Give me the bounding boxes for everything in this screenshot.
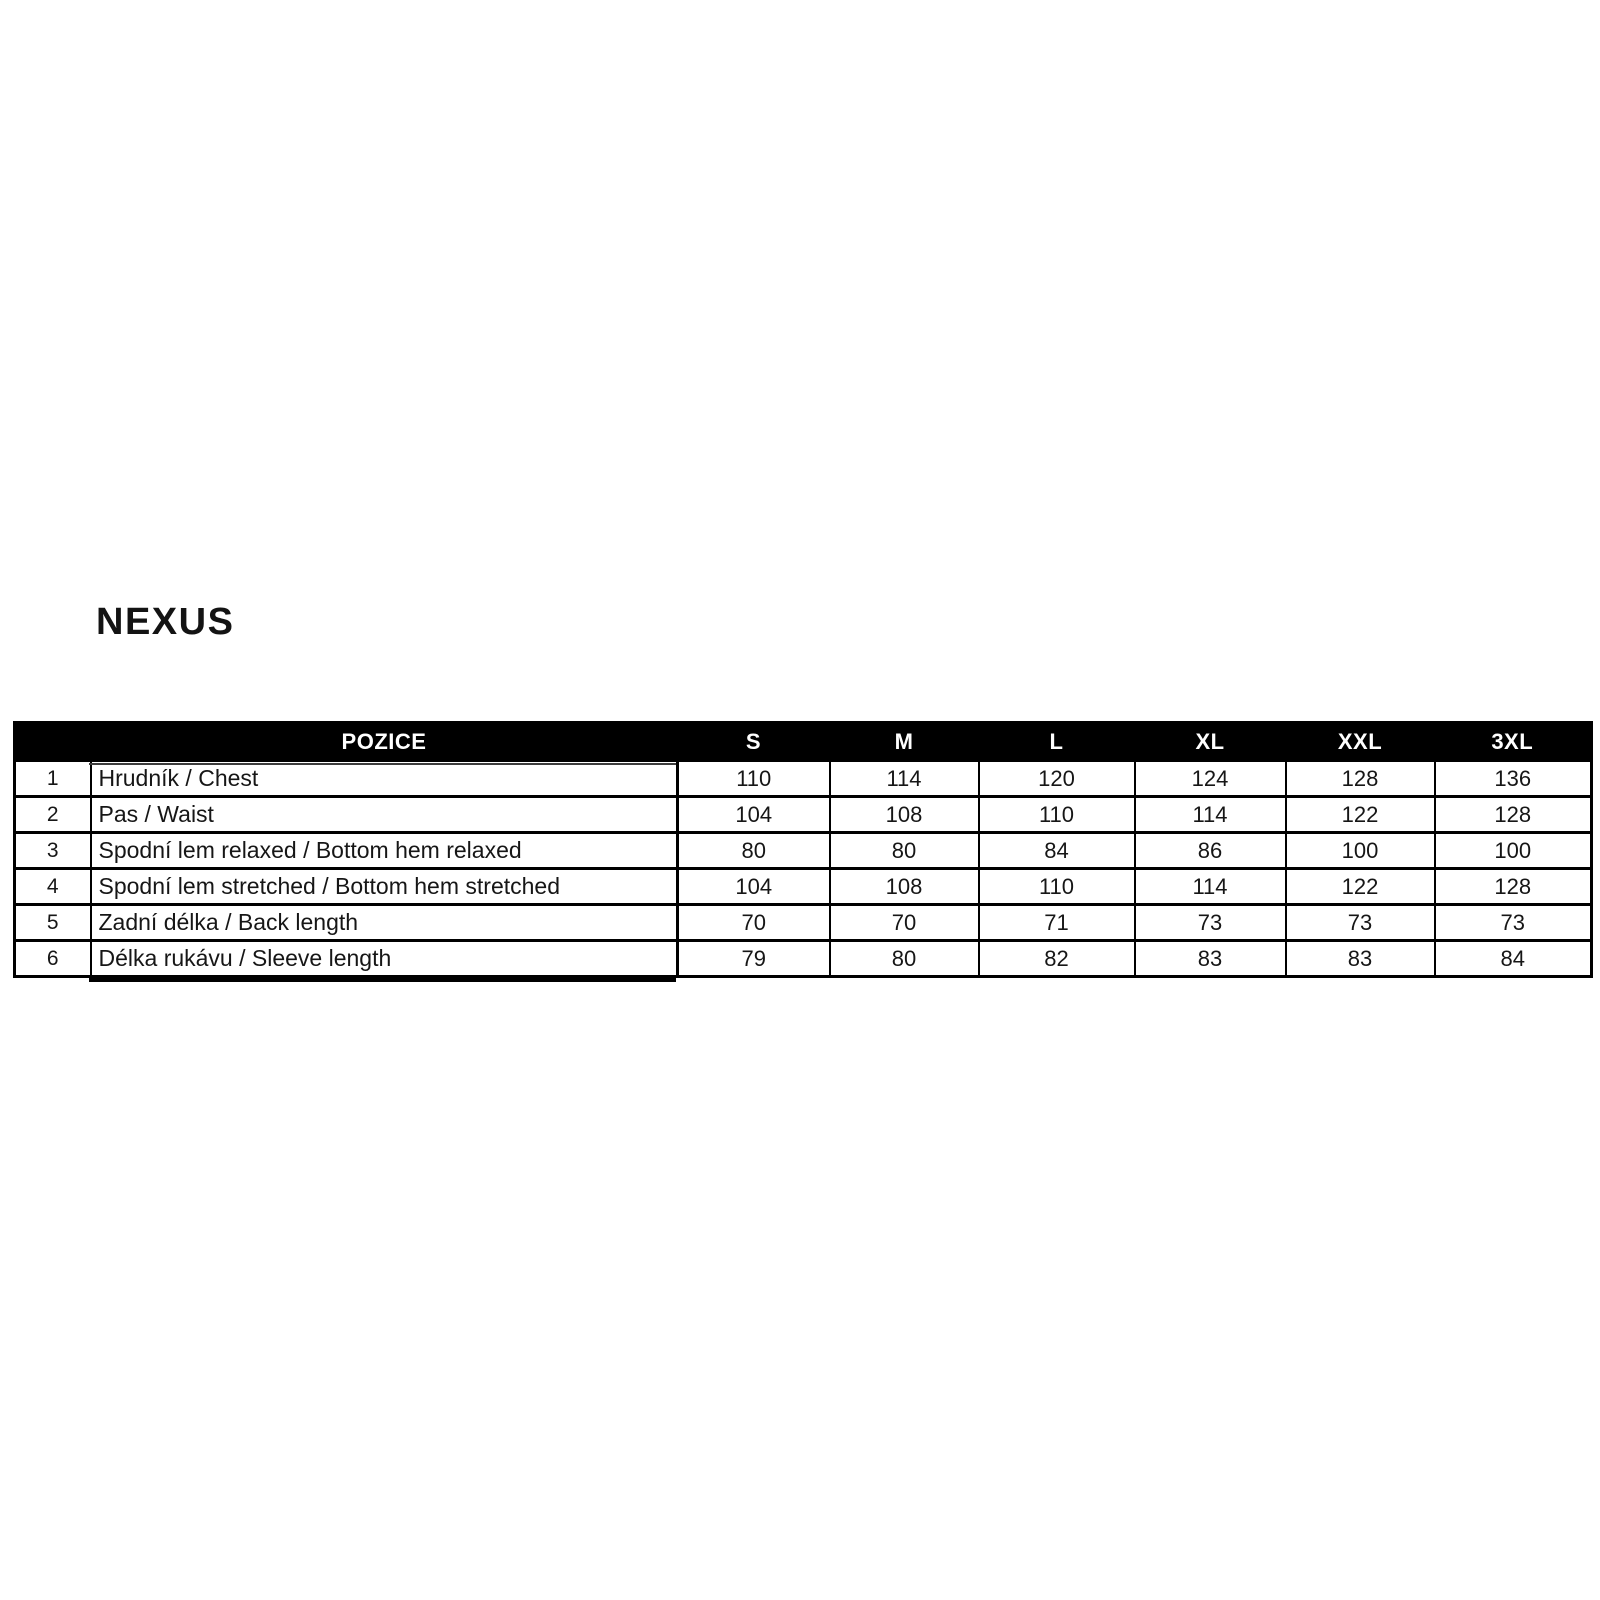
row-number: 2 <box>15 797 91 833</box>
value-cell-xxl: 122 <box>1286 869 1435 905</box>
value-cell-xxl: 100 <box>1286 833 1435 869</box>
value-cell-xl: 114 <box>1135 869 1286 905</box>
value-cell-xl: 114 <box>1135 797 1286 833</box>
row-number: 5 <box>15 905 91 941</box>
label-column-top-border-artifact <box>89 763 676 765</box>
value-cell-xxl: 128 <box>1286 761 1435 797</box>
row-number: 1 <box>15 761 91 797</box>
value-cell-m: 114 <box>830 761 979 797</box>
value-cell-3xl: 136 <box>1435 761 1592 797</box>
row-number: 6 <box>15 941 91 977</box>
value-cell-m: 70 <box>830 905 979 941</box>
row-label: Spodní lem relaxed / Bottom hem relaxed <box>91 833 678 869</box>
row-number: 3 <box>15 833 91 869</box>
value-cell-xl: 86 <box>1135 833 1286 869</box>
value-cell-xl: 73 <box>1135 905 1286 941</box>
value-cell-s: 110 <box>678 761 830 797</box>
value-cell-l: 82 <box>979 941 1135 977</box>
value-cell-s: 70 <box>678 905 830 941</box>
value-cell-l: 110 <box>979 797 1135 833</box>
value-cell-3xl: 128 <box>1435 797 1592 833</box>
row-label: Hrudník / Chest <box>91 761 678 797</box>
table-row <box>15 833 1592 869</box>
row-label: Zadní délka / Back length <box>91 905 678 941</box>
col-header-size-xl: XL <box>1135 723 1286 761</box>
table-row <box>15 869 1592 905</box>
value-cell-s: 79 <box>678 941 830 977</box>
table-row <box>15 941 1592 977</box>
col-header-size-s: S <box>678 723 830 761</box>
value-cell-3xl: 84 <box>1435 941 1592 977</box>
size-table <box>13 721 1593 978</box>
col-header-size-l: L <box>979 723 1135 761</box>
value-cell-l: 71 <box>979 905 1135 941</box>
col-header-size-xxl: XXL <box>1286 723 1435 761</box>
row-label: Pas / Waist <box>91 797 678 833</box>
value-cell-xl: 124 <box>1135 761 1286 797</box>
table-header-row <box>15 723 1592 761</box>
header-corner-cell <box>15 723 91 761</box>
value-cell-m: 80 <box>830 941 979 977</box>
value-cell-m: 108 <box>830 797 979 833</box>
value-cell-l: 84 <box>979 833 1135 869</box>
value-cell-xxl: 83 <box>1286 941 1435 977</box>
value-cell-l: 110 <box>979 869 1135 905</box>
col-header-pozice: POZICE <box>91 723 678 761</box>
table-row <box>15 905 1592 941</box>
value-cell-3xl: 128 <box>1435 869 1592 905</box>
size-chart <box>13 721 1590 978</box>
value-cell-s: 80 <box>678 833 830 869</box>
value-cell-xxl: 122 <box>1286 797 1435 833</box>
value-cell-3xl: 100 <box>1435 833 1592 869</box>
col-header-size-m: M <box>830 723 979 761</box>
value-cell-3xl: 73 <box>1435 905 1592 941</box>
col-header-size-3xl: 3XL <box>1435 723 1592 761</box>
page-title: NEXUS <box>96 601 235 643</box>
value-cell-m: 80 <box>830 833 979 869</box>
row-label: Délka rukávu / Sleeve length <box>91 941 678 977</box>
value-cell-xxl: 73 <box>1286 905 1435 941</box>
value-cell-xl: 83 <box>1135 941 1286 977</box>
value-cell-m: 108 <box>830 869 979 905</box>
table-row <box>15 797 1592 833</box>
row-number: 4 <box>15 869 91 905</box>
row-label: Spodní lem stretched / Bottom hem stretched <box>91 869 678 905</box>
value-cell-s: 104 <box>678 797 830 833</box>
table-row <box>15 761 1592 797</box>
value-cell-l: 120 <box>979 761 1135 797</box>
label-column-bottom-border-artifact <box>89 978 676 982</box>
value-cell-s: 104 <box>678 869 830 905</box>
